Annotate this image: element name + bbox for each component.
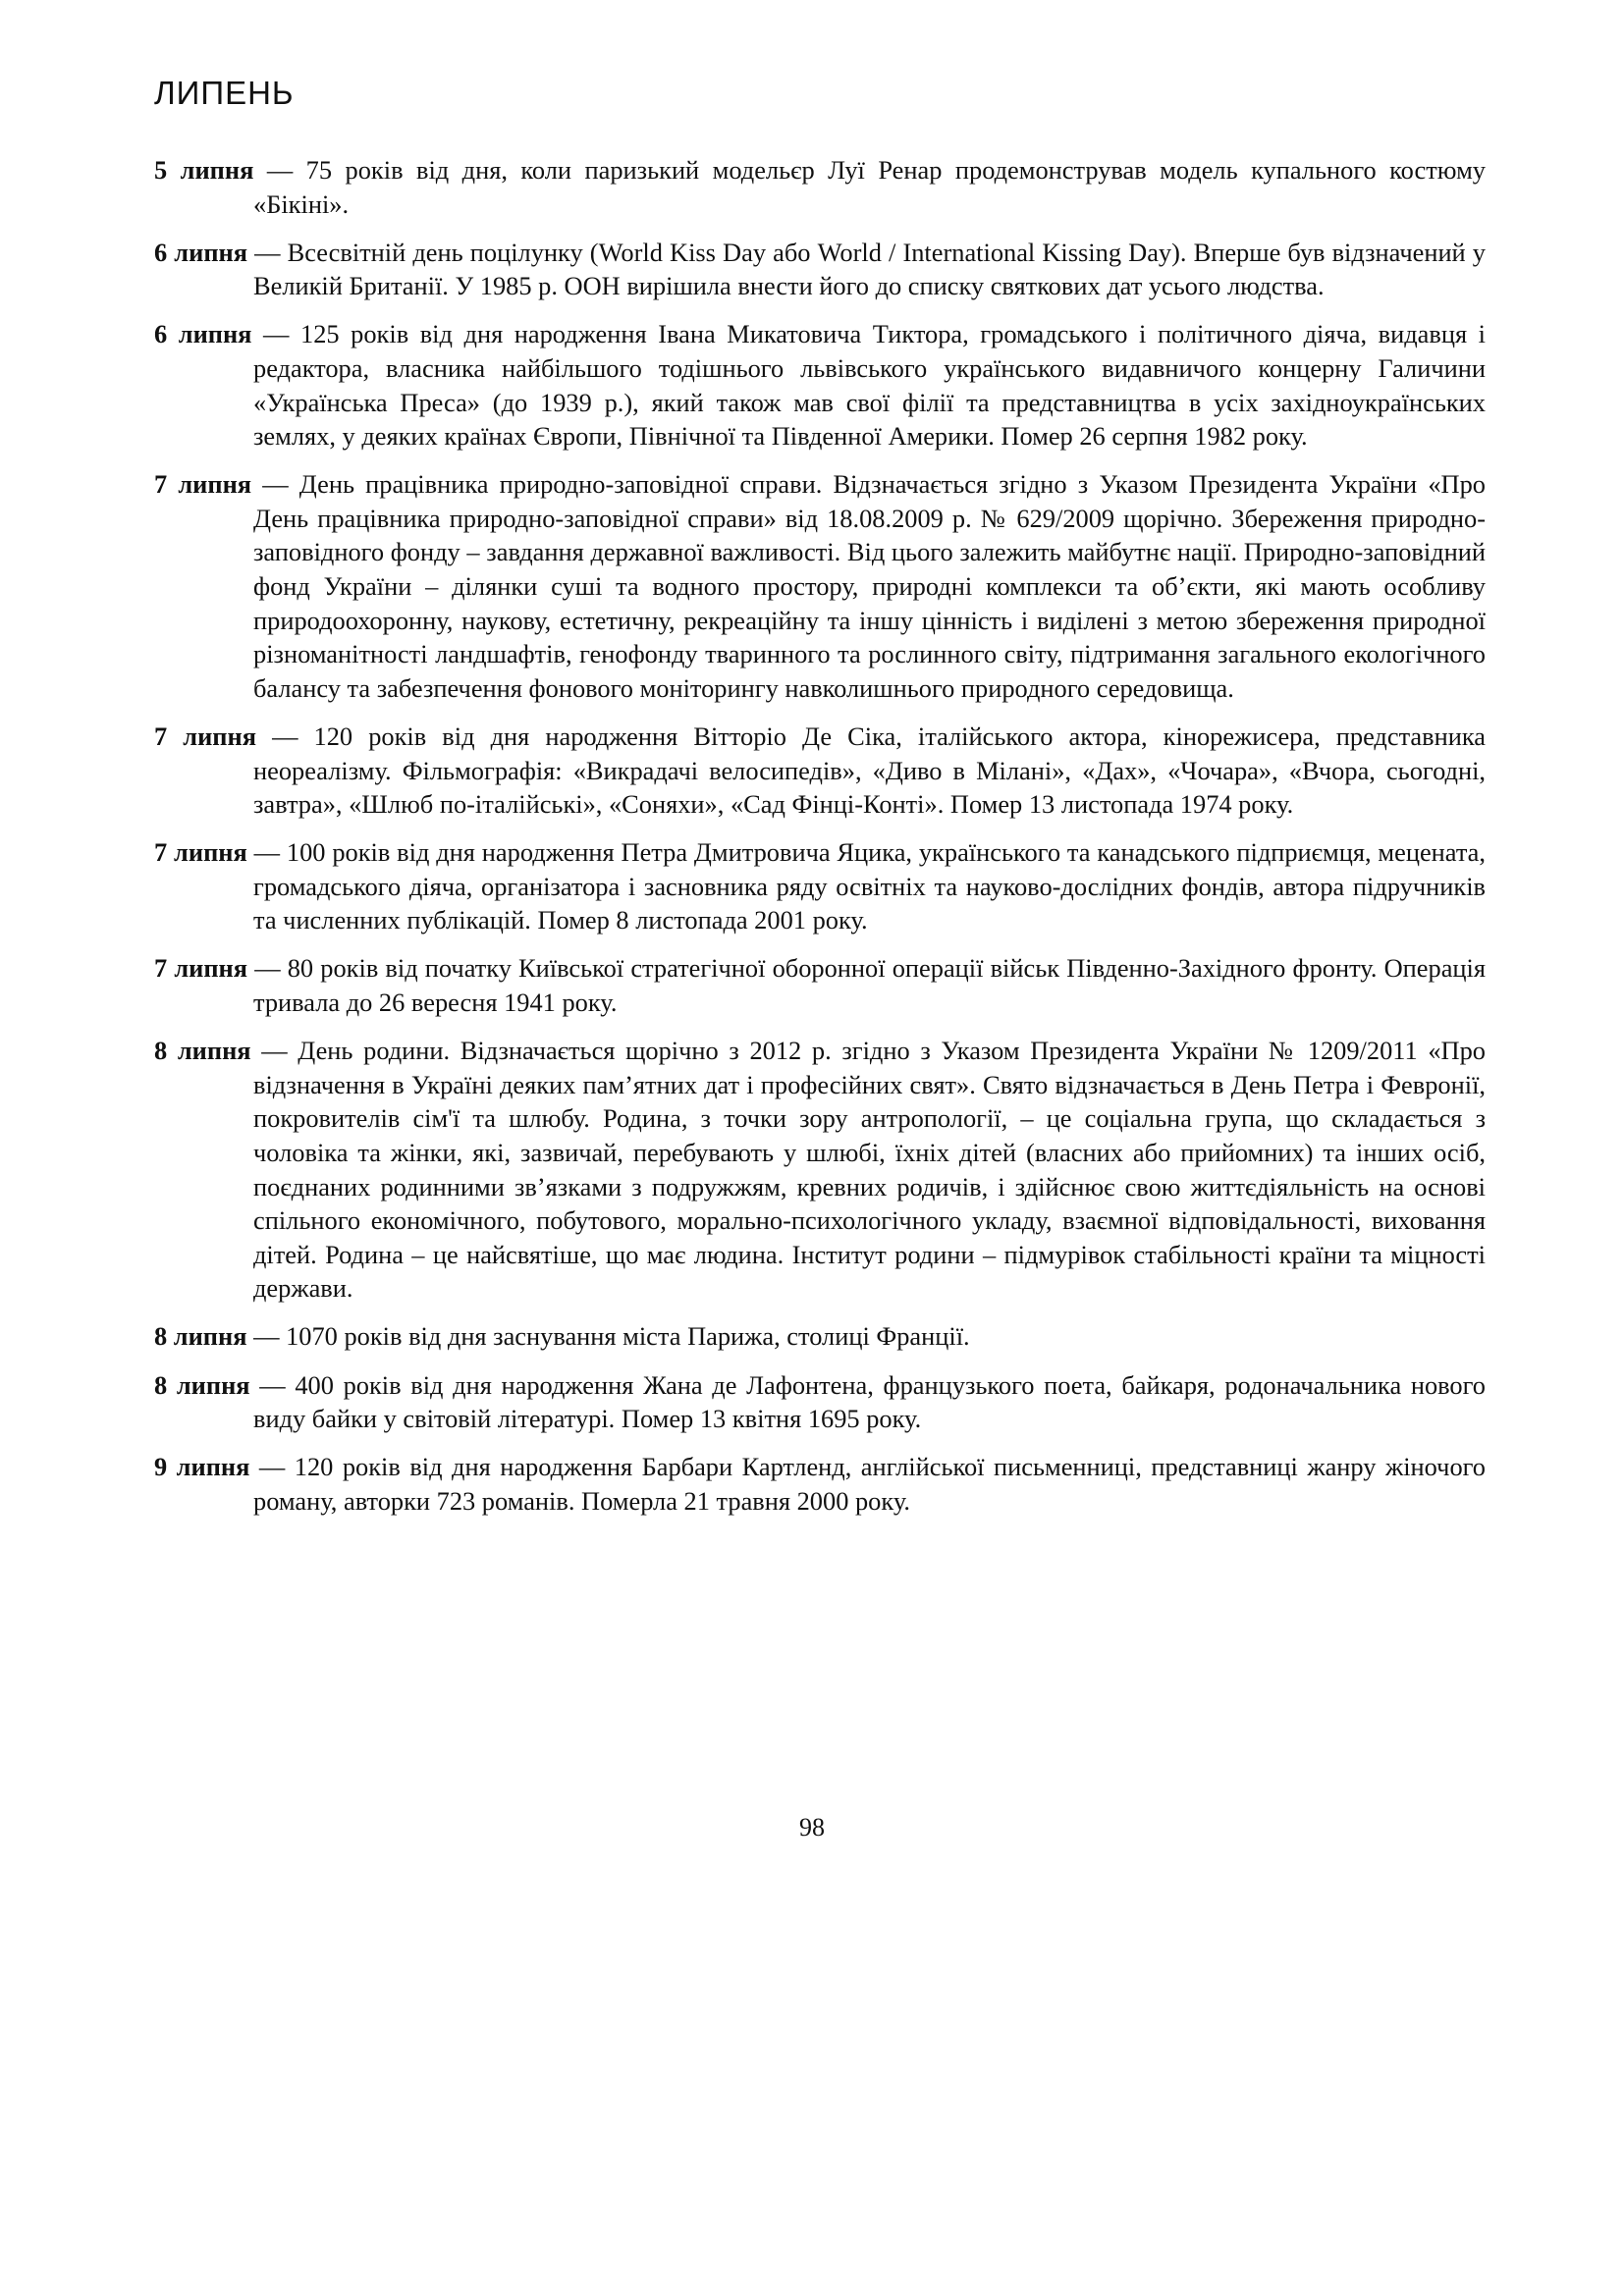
calendar-entry xyxy=(154,951,1486,1019)
entry-date: 8 липня xyxy=(154,1321,247,1352)
calendar-entry xyxy=(154,236,1486,303)
entry-text: — 120 років від дня народження Вітторіо Де Сіка, італійського актора, кінорежисера, представника неореалізму. Фільмографія: «Викрадачі велосипедів», «Диво в Мілані», «Дах», «Чочара», «Вчора, сьогодні, завтра», «Шлюб по-італійські», «Соняхи», «Сад Фінці-Конті». Помер 13 листопада 1974 року. xyxy=(253,721,1486,820)
calendar-entry xyxy=(154,1034,1486,1306)
entry-text: — 125 років від дня народження Івана Микатовича Тиктора, громадського і політичного діяча, видавця і редактора, власника найбільшого тодішнього львівського українського видавничого концерну Галичини «Українська Преса» (до 1939 р.), який також мав свої філії та представництва в усіх західноукраїнських землях, у деяких країнах Європи, Північної та Південної Америки. Помер 26 серпня 1982 року. xyxy=(251,319,1486,452)
entry-date: 8 липня xyxy=(154,1036,251,1066)
calendar-entry xyxy=(154,317,1486,453)
calendar-entry xyxy=(154,1450,1486,1518)
page-heading: ЛИПЕНЬ xyxy=(154,75,295,111)
entry-date: 9 липня xyxy=(154,1452,250,1482)
calendar-entry xyxy=(154,467,1486,705)
entry-text: — 400 років від дня народження Жана де Лафонтена, французького поета, байкаря, родоначальника нового виду байки у світовій літературі. Помер 13 квітня 1695 року. xyxy=(249,1369,1486,1434)
calendar-entry xyxy=(154,1319,1486,1354)
entry-text: — 75 років від дня, коли паризький модельєр Луї Ренар продемонстрував модель купального костюму «Бікіні». xyxy=(253,155,1486,219)
entry-date: 5 липня xyxy=(154,155,254,185)
entry-date: 7 липня xyxy=(154,837,247,868)
entry-text: — День родини. Відзначається щорічно з 2012 р. згідно з Указом Президента України № 1209/2011 «Про відзначення в Україні деяких пам’ятних дат і професійних свят». Свято відзначається в День Петра і Февронії, покровителів сім'ї та шлюбу. Родина, з точки зору антропології, – це соціальна група, що складається з чоловіка та жінки, які, зазвичай, перебувають у шлюбі, їхніх дітей (власних або прийомних) та інших осіб, поєднаних родинними зв’язками з подружжям, кревних родичів, і здійснює свою життєдіяльність на основі спільного економічного, побутового, морально-психологічного укладу, взаємної відповідальності, виховання дітей. Родина – це найсвятіше, що має людина. Інститут родини – підмурівок стабільності країни та міцності держави. xyxy=(250,1036,1486,1304)
entry-date: 7 липня xyxy=(154,721,256,751)
entry-text: — 1070 років від дня заснування міста Парижа, столиці Франції. xyxy=(246,1321,970,1352)
entry-text: — Всесвітній день поцілунку (World Kiss Day або World / International Kissing Day). Вперше був відзначений у Великій Британії. У 1985 р. ООН вирішила внести його до списку святкових дат усього людства. xyxy=(247,237,1486,301)
calendar-entry xyxy=(154,720,1486,822)
entry-date: 8 липня xyxy=(154,1369,250,1400)
entry-date: 6 липня xyxy=(154,237,248,267)
entry-date: 7 липня xyxy=(154,469,252,500)
entry-text: — 80 років від початку Київської стратегічної оборонної операції військ Південно-Західного фронту. Операція тривала до 26 вересня 1941 року. xyxy=(247,953,1486,1018)
calendar-entries-list xyxy=(154,153,1486,1532)
entry-text: — 100 років від дня народження Петра Дмитровича Яцика, українського та канадського підприємця, мецената, громадського діяча, організатора і засновника ряду освітніх та науково-дослідних фондів, автора підручників та численних публікацій. Помер 8 листопада 2001 року. xyxy=(246,837,1486,935)
entry-text: — День працівника природно-заповідної справи. Відзначається згідно з Указом Президента України «Про День працівника природно-заповідної справи» від 18.08.2009 р. № 629/2009 щорічно. Збереження природно-заповідного фонду – завдання державної важливості. Від цього залежить майбутнє нації. Природно-заповідний фонд України – ділянки суші та водного простору, природні комплекси та об’єкти, які мають особливу природоохоронну, наукову, естетичну, рекреаційну та іншу цінність і виділені з метою збереження природної різноманітності ландшафтів, генофонду тваринного та рослинного світу, підтримання загального екологічного балансу та забезпечення фонового моніторингу навколишнього природного середовища. xyxy=(251,469,1486,703)
calendar-entry xyxy=(154,835,1486,937)
entry-date: 7 липня xyxy=(154,953,248,984)
calendar-entry xyxy=(154,1368,1486,1436)
calendar-entry xyxy=(154,153,1486,221)
entry-text: — 120 років від дня народження Барбари Картленд, англійської письменниці, представниці жанру жіночого роману, авторки 723 романів. Померла 21 травня 2000 року. xyxy=(249,1452,1486,1516)
page-number: 98 xyxy=(799,1813,825,1842)
entry-date: 6 липня xyxy=(154,319,252,349)
